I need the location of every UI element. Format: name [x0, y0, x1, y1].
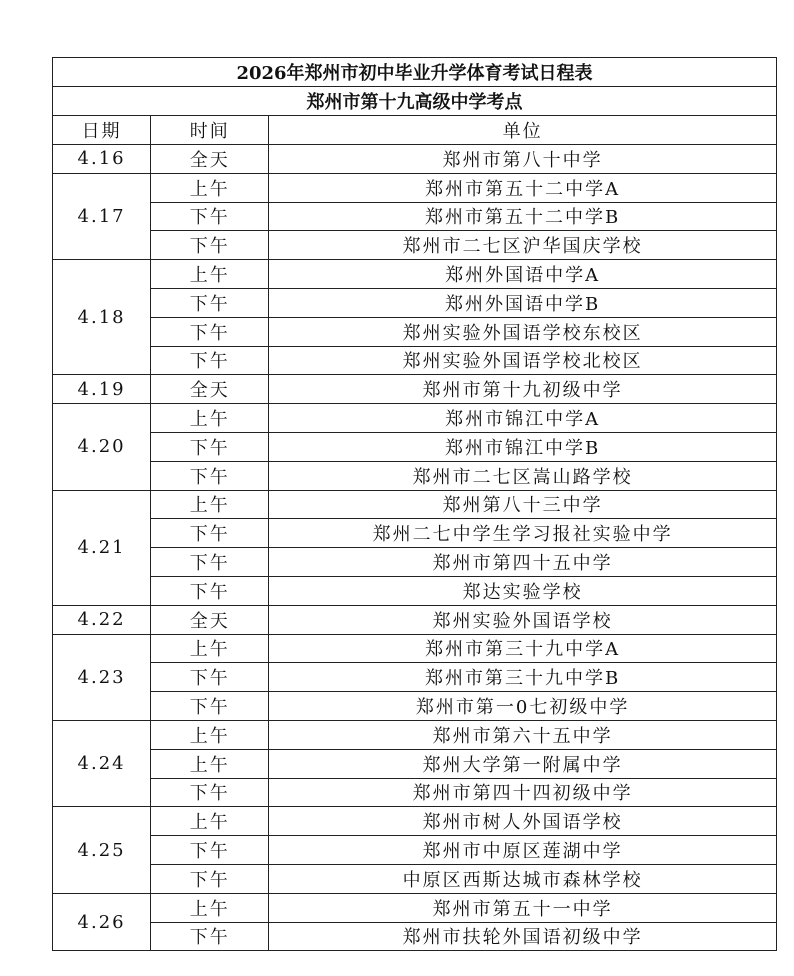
table-row: [53, 663, 777, 692]
date-cell: 4.19: [53, 375, 151, 404]
unit-cell: 郑州市第一0七初级中学: [269, 692, 777, 721]
date-cell: 4.24: [53, 720, 151, 806]
subtitle-row: [53, 87, 777, 116]
time-cell: 全天: [151, 145, 269, 174]
time-cell: 上午: [151, 173, 269, 202]
time-cell: 下午: [151, 864, 269, 893]
time-cell: 上午: [151, 490, 269, 519]
date-cell: 4.23: [53, 634, 151, 720]
table-row: [53, 720, 777, 749]
unit-cell: 郑州市第五十二中学A: [269, 173, 777, 202]
table-row: [53, 749, 777, 778]
table-row: [53, 288, 777, 317]
time-cell: 下午: [151, 317, 269, 346]
table-row: [53, 231, 777, 260]
time-cell: 上午: [151, 404, 269, 433]
table-row: [53, 173, 777, 202]
time-cell: 下午: [151, 576, 269, 605]
table-row: [53, 605, 777, 634]
time-cell: 下午: [151, 519, 269, 548]
time-cell: 下午: [151, 548, 269, 577]
table-row: [53, 404, 777, 433]
unit-cell: 郑州市第三十九中学B: [269, 663, 777, 692]
unit-cell: 郑州二七中学生学习报社实验中学: [269, 519, 777, 548]
table-row: [53, 519, 777, 548]
unit-cell: 郑州外国语中学A: [269, 260, 777, 289]
time-cell: 上午: [151, 807, 269, 836]
date-cell: 4.26: [53, 893, 151, 951]
unit-cell: 郑州市第四十五中学: [269, 548, 777, 577]
unit-cell: 郑州市二七区沪华国庆学校: [269, 231, 777, 260]
table-row: [53, 576, 777, 605]
header-time: 时间: [151, 116, 269, 145]
unit-cell: 郑州实验外国语学校东校区: [269, 317, 777, 346]
table-title: 2026年郑州市初中毕业升学体育考试日程表: [53, 58, 777, 87]
table-row: [53, 346, 777, 375]
table-row: [53, 145, 777, 174]
date-cell: 4.22: [53, 605, 151, 634]
time-cell: 全天: [151, 605, 269, 634]
table-row: [53, 375, 777, 404]
table-row: [53, 807, 777, 836]
unit-cell: 郑州市扶轮外国语初级中学: [269, 922, 777, 951]
time-cell: 下午: [151, 663, 269, 692]
time-cell: 下午: [151, 202, 269, 231]
unit-cell: 郑州市第八十中学: [269, 145, 777, 174]
unit-cell: 郑州市第四十四初级中学: [269, 778, 777, 807]
unit-cell: 郑州市锦江中学B: [269, 432, 777, 461]
table-row: [53, 836, 777, 865]
unit-cell: 郑州市第三十九中学A: [269, 634, 777, 663]
unit-cell: 郑州市树人外国语学校: [269, 807, 777, 836]
time-cell: 下午: [151, 836, 269, 865]
table-row: [53, 490, 777, 519]
table-row: [53, 202, 777, 231]
header-row: [53, 116, 777, 145]
table-row: [53, 260, 777, 289]
time-cell: 下午: [151, 432, 269, 461]
time-cell: 上午: [151, 893, 269, 922]
unit-cell: 郑州第八十三中学: [269, 490, 777, 519]
unit-cell: 郑州市二七区嵩山路学校: [269, 461, 777, 490]
time-cell: 下午: [151, 346, 269, 375]
time-cell: 上午: [151, 749, 269, 778]
table-row: [53, 461, 777, 490]
unit-cell: 郑州实验外国语学校北校区: [269, 346, 777, 375]
time-cell: 下午: [151, 922, 269, 951]
unit-cell: 郑州外国语中学B: [269, 288, 777, 317]
header-unit: 单位: [269, 116, 777, 145]
table-row: [53, 432, 777, 461]
table-row: [53, 317, 777, 346]
table-row: [53, 893, 777, 922]
table-row: [53, 778, 777, 807]
date-cell: 4.18: [53, 260, 151, 375]
date-cell: 4.16: [53, 145, 151, 174]
time-cell: 上午: [151, 634, 269, 663]
table-row: [53, 864, 777, 893]
title-row: [53, 58, 777, 87]
unit-cell: 郑州实验外国语学校: [269, 605, 777, 634]
date-cell: 4.21: [53, 490, 151, 605]
date-cell: 4.17: [53, 173, 151, 259]
time-cell: 下午: [151, 461, 269, 490]
time-cell: 下午: [151, 692, 269, 721]
time-cell: 上午: [151, 260, 269, 289]
table-row: [53, 922, 777, 951]
date-cell: 4.25: [53, 807, 151, 893]
unit-cell: 郑州市第五十一中学: [269, 893, 777, 922]
time-cell: 下午: [151, 288, 269, 317]
unit-cell: 郑州市第十九初级中学: [269, 375, 777, 404]
unit-cell: 郑州市中原区莲湖中学: [269, 836, 777, 865]
table-row: [53, 548, 777, 577]
table-subtitle: 郑州市第十九高级中学考点: [53, 87, 777, 116]
time-cell: 全天: [151, 375, 269, 404]
unit-cell: 郑州大学第一附属中学: [269, 749, 777, 778]
table-row: [53, 692, 777, 721]
unit-cell: 郑州市锦江中学A: [269, 404, 777, 433]
date-cell: 4.20: [53, 404, 151, 490]
time-cell: 下午: [151, 778, 269, 807]
header-date: 日期: [53, 116, 151, 145]
unit-cell: 郑州市第六十五中学: [269, 720, 777, 749]
unit-cell: 郑达实验学校: [269, 576, 777, 605]
time-cell: 上午: [151, 720, 269, 749]
table-row: [53, 634, 777, 663]
unit-cell: 中原区西斯达城市森林学校: [269, 864, 777, 893]
unit-cell: 郑州市第五十二中学B: [269, 202, 777, 231]
schedule-table: [52, 57, 777, 951]
time-cell: 下午: [151, 231, 269, 260]
